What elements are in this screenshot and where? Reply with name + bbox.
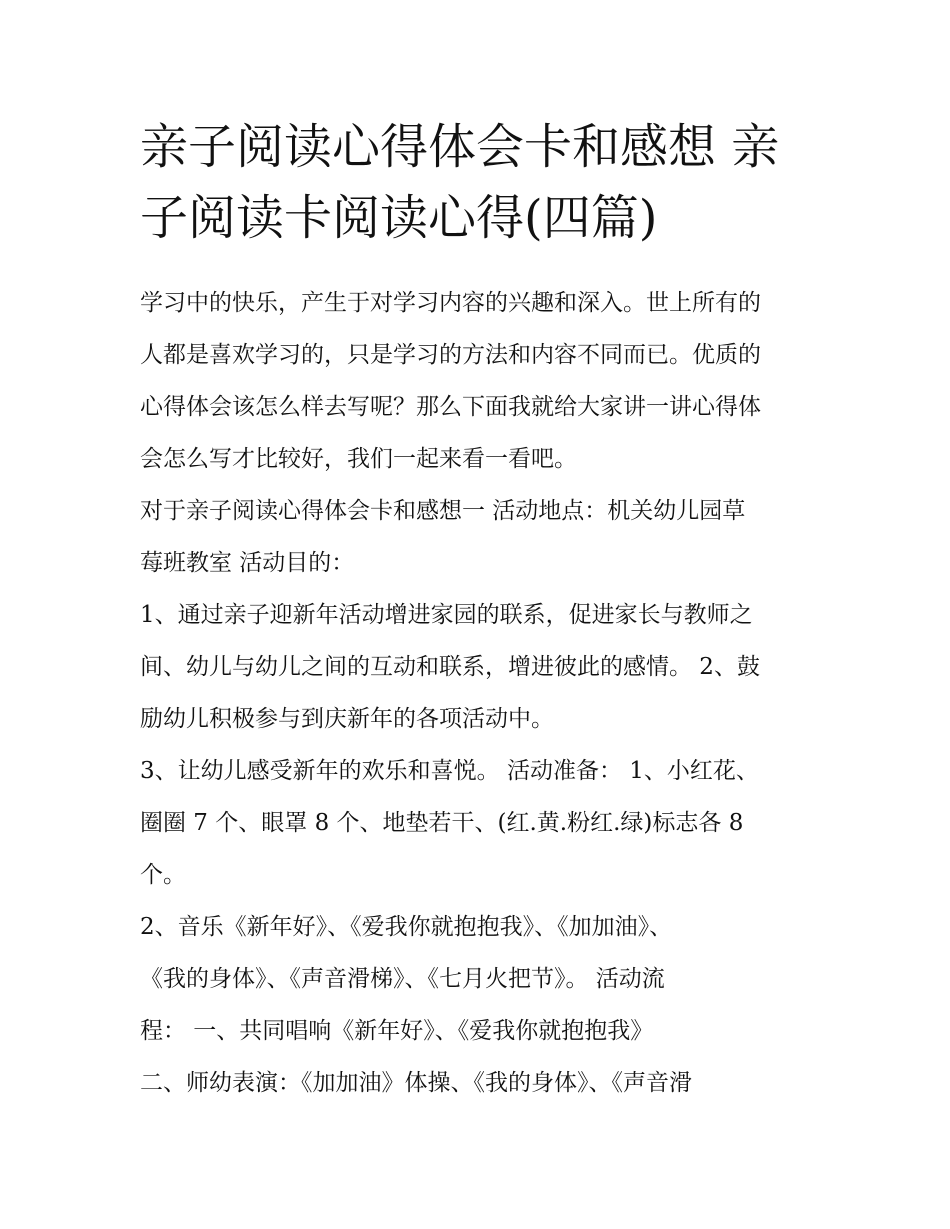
body-line: 《我的身体》、《声音滑梯》、《七月火把节》。 活动流: [140, 966, 665, 992]
body-line: 励幼儿积极参与到庆新年的各项活动中。: [140, 706, 554, 732]
document-title: [140, 112, 830, 254]
body-line: 2、音乐《新年好》、《爱我你就抱抱我》、《加加油》、: [140, 914, 673, 940]
body-line: 个。: [140, 862, 186, 888]
body-line: 圈圈 7 个、眼罩 8 个、地垫若干、(红.黄.粉红.绿)标志各 8: [140, 810, 744, 836]
body-line: 人都是喜欢学习的，只是学习的方法和内容不同而已。优质的: [140, 342, 761, 368]
body-line: 莓班教室 活动目的：: [140, 550, 355, 576]
body-line: 间、幼儿与幼儿之间的互动和联系，增进彼此的感情。 2、鼓: [140, 654, 760, 680]
body-line: 1、通过亲子迎新年活动增进家园的联系，促进家长与教师之: [140, 602, 753, 628]
title-line: 亲子阅读心得体会卡和感想 亲: [140, 119, 780, 175]
body-line: 心得体会该怎么样去写呢？那么下面我就给大家讲一讲心得体: [140, 394, 761, 420]
body-line: 对于亲子阅读心得体会卡和感想一 活动地点：机关幼儿园草: [140, 498, 746, 524]
body-line: 程： 一、共同唱响《新年好》、《爱我你就抱抱我》: [140, 1018, 654, 1044]
title-line: 子阅读卡阅读心得(四篇): [140, 190, 658, 246]
body-line: 3、让幼儿感受新年的欢乐和喜悦。 活动准备： 1、小红花、: [140, 758, 759, 784]
document-body: [140, 277, 830, 1109]
body-line: 会怎么写才比较好，我们一起来看一看吧。: [140, 446, 577, 472]
body-line: 学习中的快乐，产生于对学习内容的兴趣和深入。世上所有的: [140, 290, 761, 316]
body-line: 二、师幼表演：《加加油》体操、《我的身体》、《声音滑: [140, 1070, 692, 1096]
